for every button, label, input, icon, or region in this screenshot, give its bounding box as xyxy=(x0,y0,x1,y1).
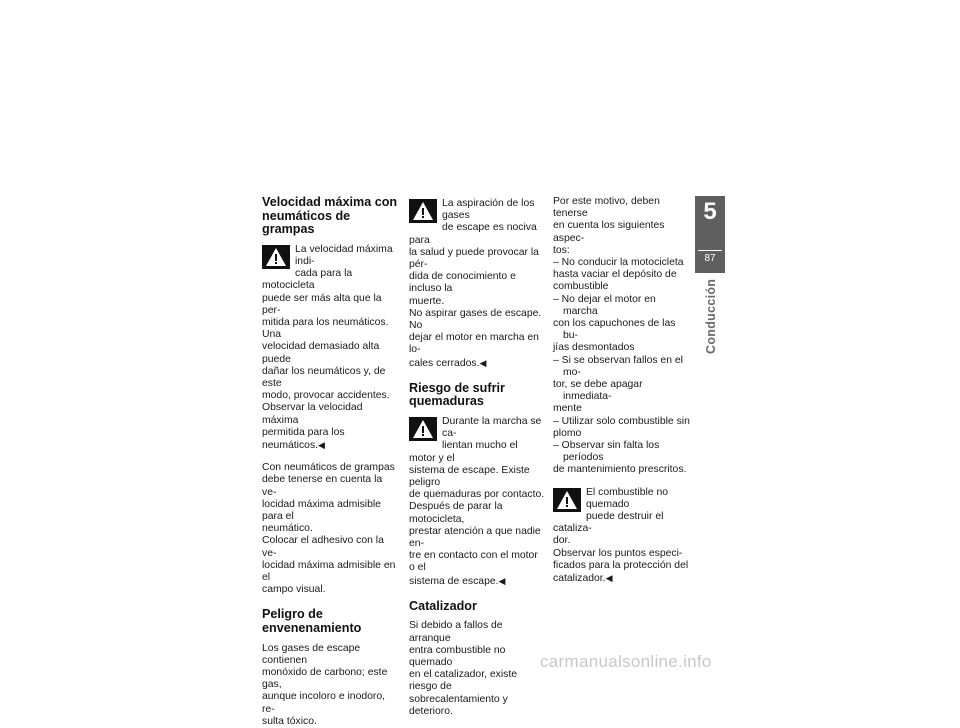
warning-block-fuel xyxy=(553,487,690,586)
paragraph-intro: Por este motivo, deben tenerse en cuenta los siguientes aspec- tos: xyxy=(553,196,665,256)
heading-envenenamiento: Peligro de envenenamiento xyxy=(262,607,362,636)
end-mark-icon: ◀ xyxy=(498,575,506,586)
warning-block-speed xyxy=(262,244,399,452)
end-mark-icon: ◀ xyxy=(605,573,613,584)
chapter-title-vertical: Conducción xyxy=(704,278,718,354)
warning-text: El combustible no quemado puede destruir el cataliza- dor. Observar los puntos especi- ficados para la protección del catalizador.◀ xyxy=(553,486,689,585)
watermark: carmanualsonline.info xyxy=(540,652,712,671)
column-2 xyxy=(409,196,546,718)
paragraph-gases: Los gases de escape contienen monóxido de carbono; este gas, aunque incoloro e inodoro, re- sulta tóxico. xyxy=(262,642,388,727)
warning-triangle-icon xyxy=(262,245,290,269)
paragraph-catalizador: Si debido a fallos de arranque entra combustible no quemado en el catalizador, existe riesgo de sobrecalentamiento y deterioro. xyxy=(409,620,518,717)
warning-text: Durante la marcha se ca- lientan mucho el motor y el sistema de escape. Existe peligro de quemaduras por contacto. Después de parar la motocicleta, prestar atención a que nadie en- tre en contacto con el motor o el sistema de escape.◀ xyxy=(409,416,545,587)
warning-text: La aspiración de los gases de escape es nociva para la salud y puede provocar la pér- dida de conocimiento e incluso la muerte. No aspirar gases de escape. No dejar el motor en marcha en lo- cales cerrados.◀ xyxy=(409,198,542,369)
divider xyxy=(698,250,722,251)
list-item: – Si se observan fallos en el mo- tor, se debe apagar inmediata- mente xyxy=(553,354,683,415)
list-item: – Utilizar solo combustible sin plomo xyxy=(553,415,690,439)
page-number: 87 xyxy=(704,253,716,264)
bullet-list xyxy=(553,257,690,477)
chapter-number: 5 xyxy=(703,198,717,225)
column-1 xyxy=(262,196,399,728)
warning-triangle-icon xyxy=(409,417,437,441)
warning-block-burns xyxy=(409,416,546,588)
heading-velocidad-maxima: Velocidad máxima con neumáticos de grampas xyxy=(262,195,398,237)
paragraph-grampas: Con neumáticos de grampas debe tenerse en cuenta la ve- locidad máxima admisible para el neumático. Colocar el adhesivo con la ve- locidad máxima admisible en el campo visual. xyxy=(262,462,396,596)
list-item: – Observar sin falta los períodos de mantenimiento prescritos. xyxy=(553,440,687,476)
list-item: – No dejar el motor en marcha con los capuchones de las bu- jías desmontados xyxy=(553,293,676,354)
warning-block-gases xyxy=(409,198,546,370)
warning-text: La velocidad máxima indi- cada para la motocicleta puede ser más alta que la per- mitida para los neumáticos. Una velocidad demasiado alta puede dañar los neumáticos y, de este modo, provocar accidentes. Observar la velocidad máxima permitida para los neumáticos.◀ xyxy=(262,243,393,452)
warning-triangle-icon xyxy=(409,199,437,223)
end-mark-icon: ◀ xyxy=(318,440,325,451)
heading-catalizador: Catalizador xyxy=(409,598,477,613)
end-mark-icon: ◀ xyxy=(479,357,487,368)
warning-triangle-icon xyxy=(553,488,581,512)
column-3 xyxy=(553,196,690,585)
list-item: – No conducir la motocicleta hasta vaciar el depósito de combustible xyxy=(553,257,684,293)
heading-quemaduras: Riesgo de sufrir quemaduras xyxy=(409,380,505,409)
